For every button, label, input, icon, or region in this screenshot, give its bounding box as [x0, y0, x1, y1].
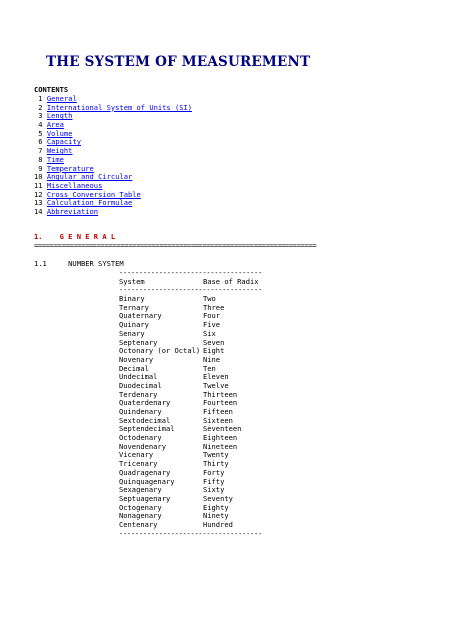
cell-system: Quadragenary	[119, 467, 171, 477]
table-header	[119, 278, 262, 287]
cell-system: Septenary	[119, 337, 158, 347]
cell-system: Septendecimal	[119, 424, 175, 434]
cell-base: Sixty	[203, 485, 225, 495]
toc-link[interactable]: Area	[46, 120, 64, 130]
number-system-table	[119, 269, 262, 538]
cell-system: Novenary	[119, 354, 154, 364]
cell-system: Ternary	[119, 302, 149, 312]
cell-system: Octogenary	[119, 502, 162, 512]
cell-system: Octodenary	[119, 433, 162, 443]
toc-link[interactable]: Abbreviation	[46, 206, 99, 216]
toc-item-number: 4	[34, 120, 43, 130]
cell-base: Ninety	[203, 511, 229, 521]
toc-item-number: 13	[34, 198, 43, 208]
cell-system: Terdenary	[119, 389, 158, 399]
toc-link[interactable]: Cross Conversion Table	[46, 189, 141, 199]
toc-link[interactable]: General	[46, 94, 77, 103]
cell-base: Two	[203, 294, 216, 304]
cell-base: Six	[203, 328, 216, 338]
section-divider: ========================================================================	[34, 241, 317, 250]
cell-system: Quinary	[119, 320, 149, 330]
cell-system: Quaternary	[119, 311, 162, 321]
cell-base: Nine	[203, 354, 221, 364]
cell-system: Undecimal	[119, 372, 158, 382]
cell-base: Fourteen	[203, 398, 238, 408]
cell-system: Quinquagenary	[119, 476, 175, 486]
toc-item-number: 8	[34, 154, 43, 164]
cell-base: Five	[203, 320, 221, 330]
cell-base: Seventeen	[203, 424, 242, 434]
cell-base: Sixteen	[203, 415, 233, 425]
cell-base: Seventy	[203, 493, 233, 503]
cell-base: Forty	[203, 467, 225, 477]
cell-base: Eighty	[203, 502, 229, 512]
cell-base: Three	[203, 302, 225, 312]
cell-base: Eleven	[203, 372, 229, 382]
toc-item-number: 2	[34, 102, 43, 112]
cell-base: Hundred	[203, 519, 233, 529]
toc-link[interactable]: Length	[46, 111, 73, 121]
toc-item-number: 1	[34, 94, 43, 103]
table-rule-header: ------------------------------------	[119, 285, 262, 295]
toc-item-number: 10	[34, 172, 43, 182]
toc-link[interactable]: Angular and Circular	[46, 172, 133, 182]
cell-system: Binary	[119, 294, 145, 304]
toc-item-number: 9	[34, 163, 43, 173]
cell-base: Thirty	[203, 459, 229, 469]
section-heading: 1. G E N E R A L	[34, 232, 116, 241]
cell-system: Septuagenary	[119, 493, 171, 503]
cell-base: Twelve	[203, 380, 229, 390]
toc-link[interactable]: Weight	[46, 146, 73, 156]
cell-system: Quaterdenary	[119, 398, 171, 408]
cell-system: Quindenary	[119, 407, 162, 416]
cell-system: Centenary	[119, 519, 158, 529]
toc-item-number: 14	[34, 206, 43, 216]
cell-system: Nonagenary	[119, 511, 162, 521]
toc-link[interactable]: Capacity	[46, 137, 81, 147]
contents-heading: CONTENTS	[34, 85, 69, 94]
cell-base: Twenty	[203, 450, 229, 460]
cell-base: Eight	[203, 346, 225, 356]
cell-system: Octonary (or Octal)	[119, 346, 201, 356]
toc-link[interactable]: Calculation Formulae	[46, 198, 133, 208]
cell-base: Ten	[203, 363, 216, 373]
cell-base: Nineteen	[203, 441, 238, 451]
cell-base: Fifteen	[203, 407, 233, 416]
table-row	[119, 521, 262, 530]
toc-link[interactable]: Miscellaneous	[46, 180, 103, 190]
cell-base: Thirteen	[203, 389, 238, 399]
cell-system: Vicenary	[119, 450, 154, 460]
toc-link[interactable]: Volume	[46, 128, 73, 138]
cell-system: System	[119, 276, 145, 286]
cell-base: Seven	[203, 337, 225, 347]
cell-system: Sexagenary	[119, 485, 162, 495]
page-title: THE SYSTEM OF MEASUREMENT	[46, 54, 311, 70]
table-rule-top: ------------------------------------	[119, 268, 262, 277]
cell-base: Four	[203, 311, 221, 321]
toc-item-number: 6	[34, 137, 43, 147]
toc-link[interactable]: International System of Units (SI)	[46, 102, 193, 112]
cell-base: Eighteen	[203, 433, 238, 443]
toc-item-number: 7	[34, 146, 43, 156]
cell-base: Fifty	[203, 476, 225, 486]
cell-system: Novendenary	[119, 441, 166, 451]
toc-item-number: 11	[34, 180, 43, 190]
cell-system: Decimal	[119, 363, 149, 373]
toc-item	[34, 208, 192, 217]
table-of-contents	[34, 95, 192, 217]
cell-base: Base of Radix	[203, 276, 259, 286]
cell-system: Tricenary	[119, 459, 158, 469]
toc-link[interactable]: Time	[46, 154, 64, 164]
toc-item-number: 12	[34, 189, 43, 199]
toc-link[interactable]: Temperature	[46, 163, 94, 173]
table-rule-bottom: ------------------------------------	[119, 528, 262, 538]
cell-system: Senary	[119, 328, 145, 338]
cell-system: Sextodecimal	[119, 415, 171, 425]
cell-system: Duodecimal	[119, 380, 162, 390]
toc-item-number: 5	[34, 128, 43, 138]
toc-item-number: 3	[34, 111, 43, 121]
subsection-heading: 1.1 NUMBER SYSTEM	[34, 259, 124, 268]
